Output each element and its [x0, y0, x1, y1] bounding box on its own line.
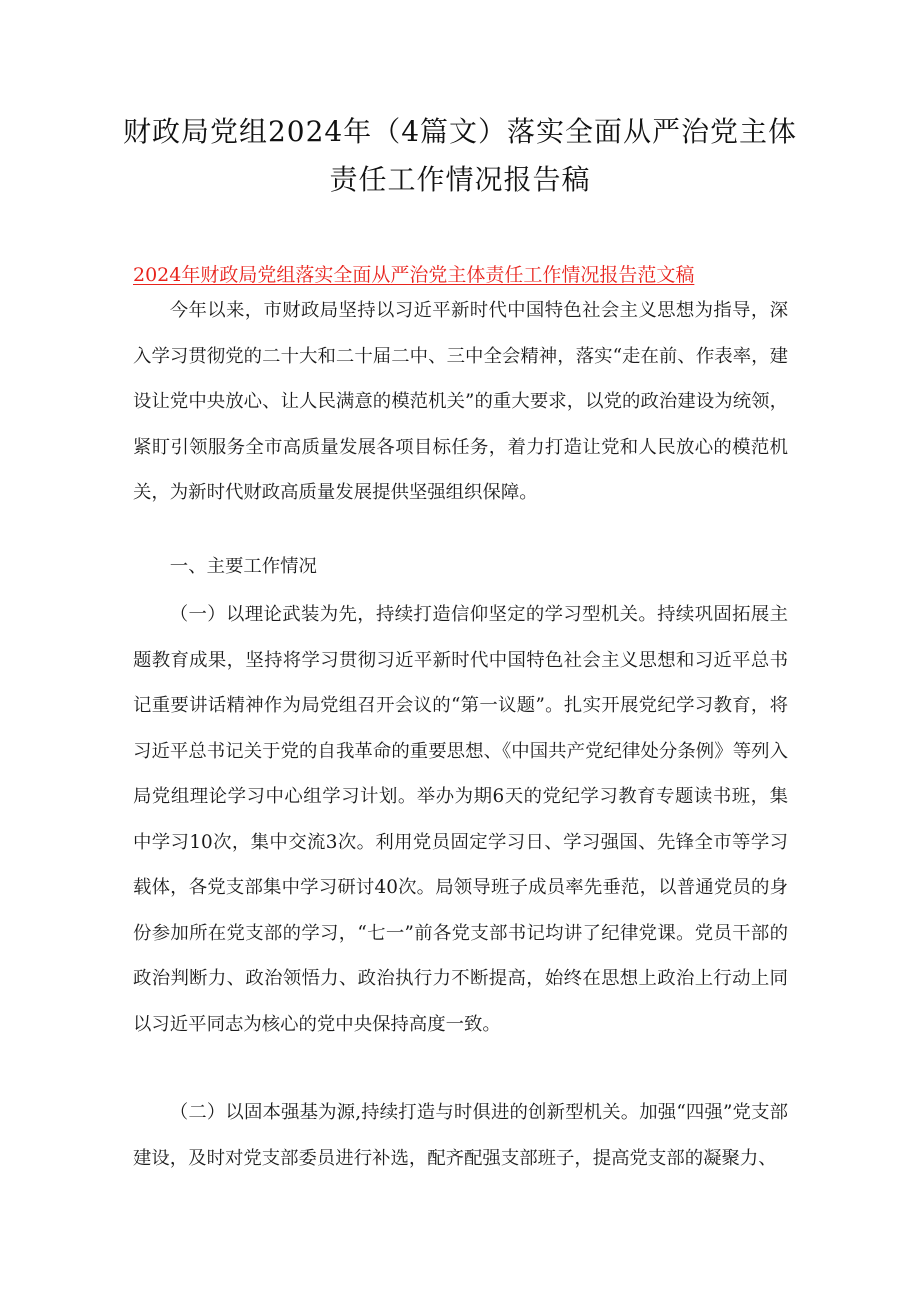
subtitle-link[interactable]: 2024年财政局党组落实全面从严治党主体责任工作情况报告范文稿 — [133, 264, 695, 286]
section-1-paragraph: （一）以理论武装为先，持续打造信仰坚定的学习型机关。持续巩固拓展主题教育成果，坚持将学习贯彻习近平新时代中国特色社会主义思想和习近平总书记重要讲话精神作为局党组召开会议的“第一议题”。扎实开展党纪学习教育，将习近平总书记关于党的自我革命的重要思想、《中国共产党纪律处分条例》等列入局党组理论学习中心组学习计划。举办为期6天的党纪学习教育专题读书班，集中学习10次，集中交流3次。利用党员固定学习日、学习强国、先锋全市等学习载体，各党支部集中学习研讨40次。局领导班子成员率先垂范，以普通党员的身份参加所在党支部的学习，“七一”前各党支部书记均讲了纪律党课。党员干部的政治判断力、政治领悟力、政治执行力不断提高，始终在思想上政治上行动上同以习近平同志为核心的党中央保持高度一致。 — [133, 604, 788, 1035]
title-line-1: 财政局党组2024年（4篇文）落实全面从严治党主体 — [122, 115, 798, 148]
intro-paragraph: 今年以来，市财政局坚持以习近平新时代中国特色社会主义思想为指导，深入学习贯彻党的二十大和二十届二中、三中全会精神，落实“走在前、作表率，建设让党中央放心、让人民满意的模范机关”的重大要求，以党的政治建设为统领，紧盯引领服务全市高质量发展各项目标任务，着力打造让党和人民放心的模范机关，为新时代财政高质量发展提供坚强组织保障。 — [133, 300, 788, 503]
document-title — [110, 108, 810, 204]
section-2-paragraph: （二）以固本强基为源,持续打造与时俱进的创新型机关。加强“四强”党支部建设，及时对党支部委员进行补选，配齐配强支部班子，提高党支部的凝聚力、 — [133, 1102, 788, 1169]
title-line-2: 责任工作情况报告稿 — [329, 163, 591, 196]
section-heading-main-work: 一、主要工作情况 — [169, 556, 317, 577]
